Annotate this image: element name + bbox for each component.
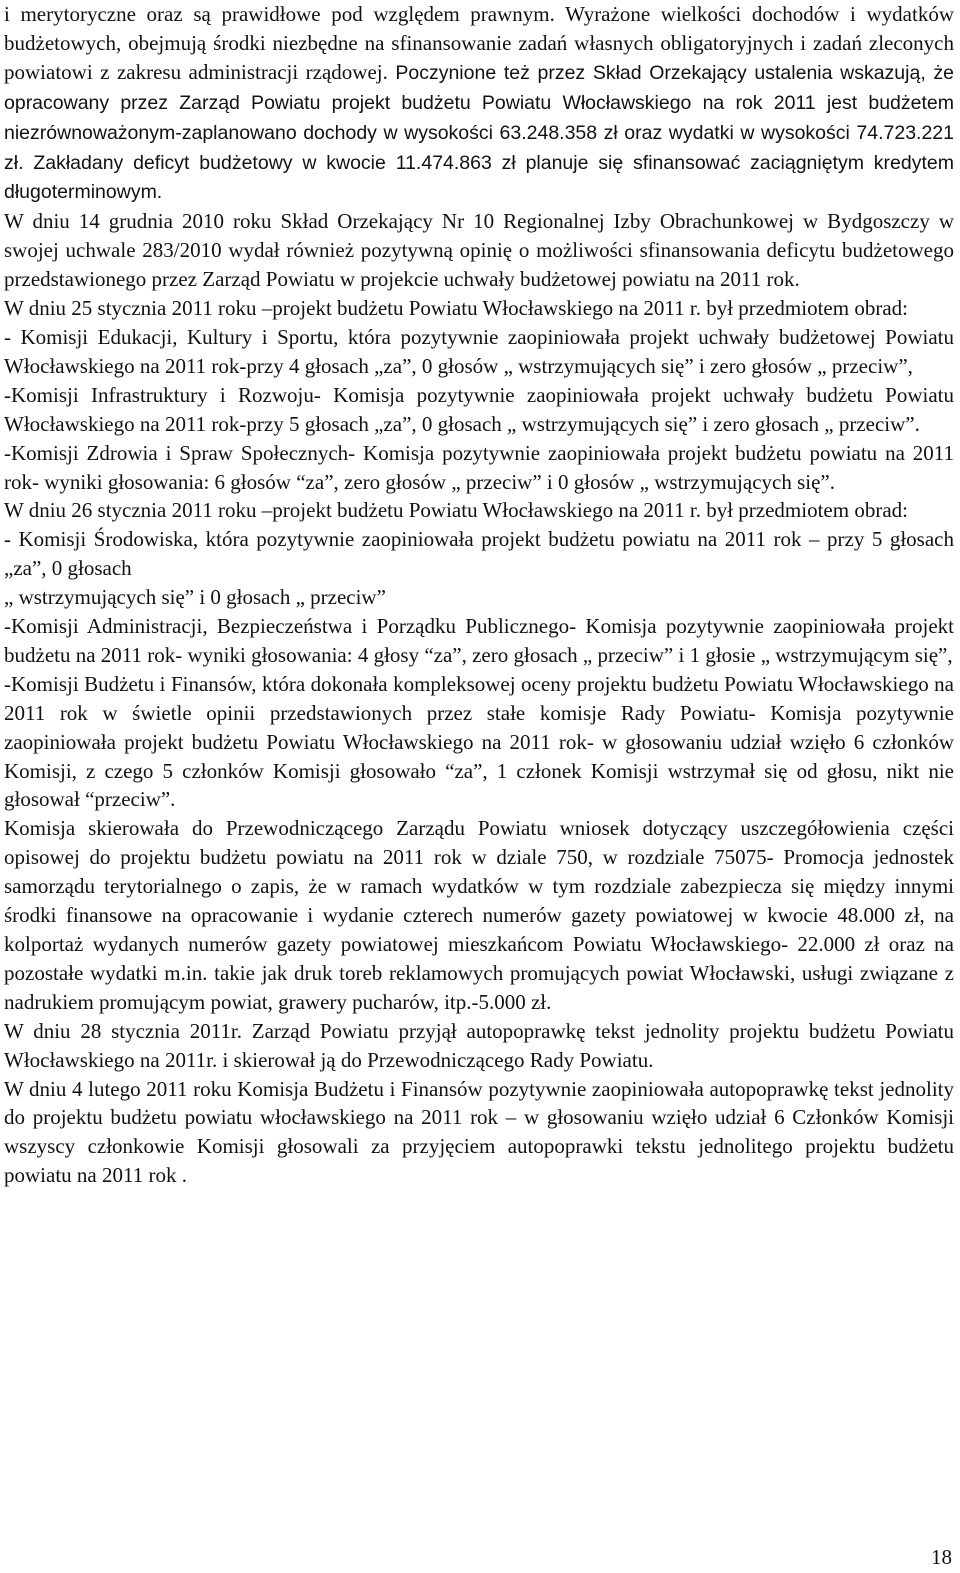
paragraph-session-jan-28: W dniu 28 stycznia 2011r. Zarząd Powiatu przyjął autopoprawkę tekst jednolity projektu budżetu Powiatu Włocławskiego na 2011r. i skierował ją do Przewodniczącego Rady Powiatu. — [4, 1018, 954, 1072]
page-number: 18 — [931, 1545, 952, 1569]
paragraph-session-jan-26: W dniu 26 stycznia 2011 roku –projekt budżetu Powiatu Włocławskiego na 2011 r. był przedmiotem obrad: — [4, 498, 908, 523]
paragraph-budget-assessment-serif: i merytoryczne oraz są prawidłowe pod względem prawnym. Wyrażone wielkości dochodów i wydatków budżetowych, obejmują środki niezbędne na sfinansowanie zadań własnych obligatoryjnych i zadań zleconych powiatowi z zakresu administracji rządowej. — [4, 2, 954, 84]
paragraph-rio-opinion: W dniu 14 grudnia 2010 roku Skład Orzekający Nr 10 Regionalnej Izby Obrachunkowej w Bydgoszczy w swojej uchwale 283/2010 wydał również pozytywną opinię o możliwości sfinansowania deficytu budżetowego przedstawionego przez Zarząd Powiatu w projekcie uchwały budżetowej powiatu na 2011 rok. — [4, 209, 954, 292]
paragraph-committee-health: -Komisji Zdrowia i Spraw Społecznych- Komisja pozytywnie zaopiniowała projekt budżetu powiatu na 2011 rok- wyniki głosowania: 6 głosów “za”, zero głosów „ przeciw” i 0 głosów „ wstrzymujących się”. — [4, 440, 954, 494]
paragraph-budget-assessment — [4, 0, 954, 207]
document-page — [4, 0, 954, 1190]
paragraph-committee-environment-votes: „ wstrzymujących się” i 0 głosach „ przeciw” — [4, 585, 386, 610]
paragraph-committee-education: - Komisji Edukacji, Kultury i Sportu, która pozytywnie zaopiniowała projekt uchwały budżetowej Powiatu Włocławskiego na 2011 rok-przy 4 głosach „za”, 0 głosów „ wstrzymujących się” i zero głosów „ przeciw”, — [4, 324, 954, 378]
paragraph-budget-assessment-sans: Poczynione też przez Skład Orzekający ustalenia wskazują, że opracowany przez Zarząd Powiatu projekt budżetu Powiatu Włocławskiego na rok 2011 jest budżetem niezrównoważonym-zaplanowano dochody w wysokości 63.248.358 zł oraz wydatki w wysokości 74.723.221 zł. Zakładany deficyt budżetowy w kwocie 11.474.863 zł planuje się sfinansować zaciągniętym kredytem długoterminowym. — [4, 61, 954, 204]
paragraph-committee-budget: -Komisji Budżetu i Finansów, która dokonała kompleksowej oceny projektu budżetu Powiatu Włocławskiego na 2011 rok w świetle opinii przedstawionych przez stałe komisje Rady Powiatu- Komisja pozytywnie zaopiniowała projekt budżetu Powiatu Włocławskiego na 2011 rok- w głosowaniu udział wzięło 6 członków Komisji, z czego 5 członków Komisji głosowało “za”, 1 członek Komisji wstrzymał się od głosu, nikt nie głosował “przeciw”. — [4, 671, 954, 812]
paragraph-session-jan-25: W dniu 25 stycznia 2011 roku –projekt budżetu Powiatu Włocławskiego na 2011 r. był przedmiotem obrad: — [4, 296, 908, 321]
paragraph-committee-administration: -Komisji Administracji, Bezpieczeństwa i Porządku Publicznego- Komisja pozytywnie zaopiniowała projekt budżetu na 2011 rok- wyniki głosowania: 4 głosy “za”, zero głosach „ przeciw” i 1 głosie „ wstrzymującym się”, — [4, 614, 954, 667]
paragraph-committee-motion: Komisja skierowała do Przewodniczącego Zarządu Powiatu wniosek dotyczący uszczegółowienia części opisowej do projektu budżetu powiatu na 2011 rok w dziale 750, w rozdziale 75075- Promocja jednostek samorządu terytorialnego o zapis, że w ramach wydatków w tym rozdziale zabezpiecza się między innymi środki finansowe na opracowanie i wydanie czterech numerów gazety powiatowej w kwocie 48.000 zł, na kolportaż wydanych numerów gazety powiatowej mieszkańcom Powiatu Włocławskiego- 22.000 zł oraz na pozostałe wydatki m.in. takie jak druk toreb reklamowych promujących powiat Włocławski, usługi związane z nadrukiem promującym powiat, grawery pucharów, itp.-5.000 zł. — [4, 816, 954, 1014]
paragraph-committee-infrastructure: -Komisji Infrastruktury i Rozwoju- Komisja pozytywnie zaopiniowała projekt uchwały budżetu Powiatu Włocławskiego na 2011 rok-przy 5 głosach „za”, 0 głosach „ wstrzymujących się” i zero głosach „ przeciw”. — [4, 382, 954, 436]
paragraph-committee-environment: - Komisji Środowiska, która pozytywnie zaopiniowała projekt budżetu powiatu na 2011 rok – przy 5 głosach „za”, 0 głosach — [4, 527, 954, 581]
paragraph-session-feb-4: W dniu 4 lutego 2011 roku Komisja Budżetu i Finansów pozytywnie zaopiniowała autopoprawkę tekst jednolity do projektu budżetu powiatu włocławskiego na 2011 rok – w głosowaniu wzięło udział 6 Członków Komisji wszyscy członkowie Komisji głosowali za przyjęciem autopoprawki tekstu jednolitego projektu budżetu powiatu na 2011 rok . — [4, 1076, 954, 1188]
